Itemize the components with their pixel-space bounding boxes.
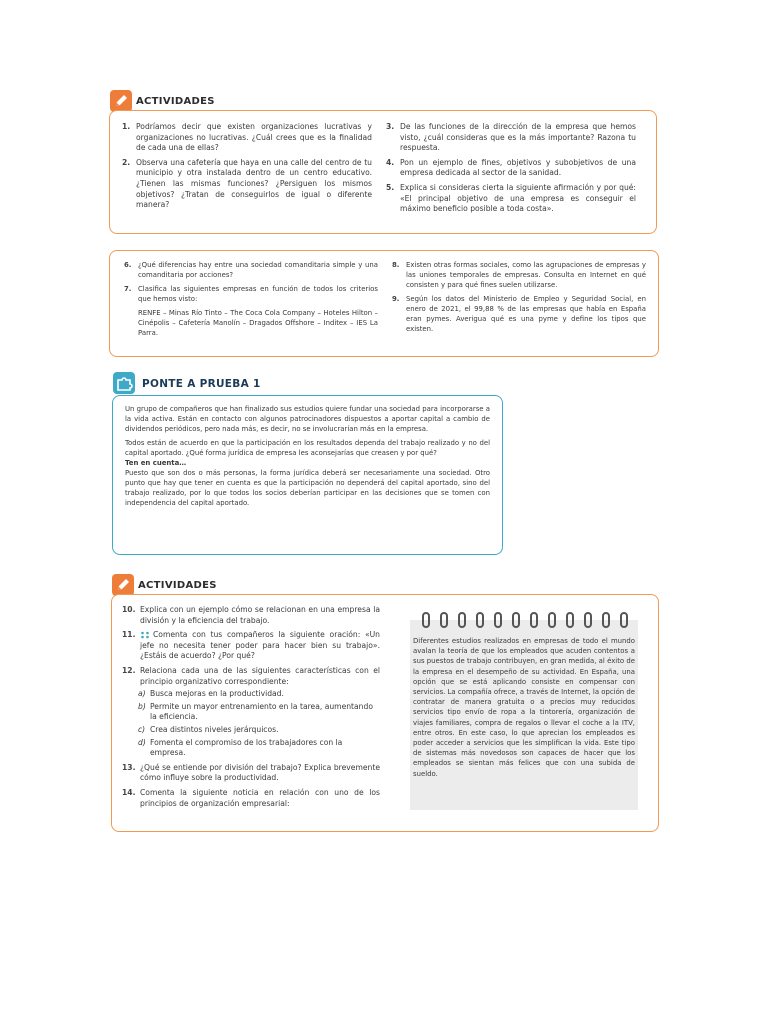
list-item: 13. ¿Qué se entiende por división del trabajo? Explica brevemente cómo influye sobre la productividad. bbox=[122, 762, 380, 783]
ponte-paragraph: Puesto que son dos o más personas, la forma jurídica deberá ser necesariamente una sociedad. Otro punto que hay que tener en cuenta es que la participación no dependerá del capital aportado, sino del trabajo realizado, por lo que todos los socios deberían participar en las decisiones que se tomen con independencia del capital aportado. bbox=[125, 469, 490, 507]
puzzle-icon bbox=[113, 372, 135, 394]
list-item: 9. Según los datos del Ministerio de Empleo y Seguridad Social, en enero de 2021, el 99,88 % de las empresas que había en España eran pymes. Averigua qué es una pyme y define los tipos que existen. bbox=[392, 295, 646, 333]
list-item: 10. Explica con un ejemplo cómo se relacionan en una empresa la división y la eficiencia del trabajo. bbox=[122, 605, 380, 625]
sub-item: b) Permite un mayor entrenamiento en la tarea, aumentando la eficiencia. bbox=[138, 701, 373, 722]
list-item: 2. Observa una cafetería que haya en una calle del centro de tu municipio y otra instalada dentro de un centro educativo. ¿Tienen las mismas funciones? ¿Persiguen los mismos objetivos? ¿Tratan de conseguirlos de igual o diferente manera? bbox=[122, 157, 372, 210]
list-item: 14. Comenta la siguiente noticia en relación con uno de los principios de organización empresarial: bbox=[122, 787, 380, 808]
act2-left-col bbox=[124, 260, 378, 342]
activities-title: ACTIVIDADES bbox=[138, 580, 217, 591]
sub-item: d) Fomenta el compromiso de los trabajadores con la empresa. bbox=[138, 737, 343, 758]
news-text: Diferentes estudios realizados en empresas de todo el mundo avalan la teoría de que los empleados que acuden contentos a sus puestos de trabajo contribuyen, en gran medida, al éxito de la empresa en el desempeño de su actividad. En España, una opción que se está aplicando consiste en compensar con servicios. La compañía ofrece, a través de Internet, la opción de contratar de manera gratuita o a precios muy reducidos servicios tipo envío de ropa a la tintorería, organización de viajes familiares, compra de regalos o llevar el coche a la ITV, entre otros. En este caso, lo que aprecian los empleados es poder acceder a servicios que les simplifican la vida. Este tipo de sistemas más novedosos son capaces de hacer que los empleados se sientan más felices que con una subida de sueldo. bbox=[413, 637, 635, 778]
pencil-icon bbox=[110, 90, 132, 112]
list-item: 3. De las funciones de la dirección de la empresa que hemos visto, ¿cuál consideras que es la más importante? Razona tu respuesta. bbox=[386, 122, 636, 153]
list-item: 1. Podríamos decir que existen organizaciones lucrativas y organizaciones no lucrativas. ¿Cuál crees que es la finalidad de cada una de ellas? bbox=[122, 122, 372, 153]
list-item: 7. Clasifica las siguientes empresas en función de todos los criterios que hemos visto: bbox=[124, 285, 378, 303]
company-list: RENFE – Minas Río Tinto – The Coca Cola Company – Hoteles Hilton – Cinépolis – Cafetería Manolín – Dragados Offshore – Inditex – IES La Parra. bbox=[138, 309, 378, 337]
ponte-content bbox=[125, 404, 490, 512]
act3-left-col bbox=[122, 605, 380, 813]
list-item: 4. Pon un ejemplo de fines, objetivos y subobjetivos de una empresa dedicada al sector de la sanidad. bbox=[386, 157, 636, 178]
ponte-paragraph: Todos están de acuerdo en que la participación en los resultados dependa del trabajo realizado y no del capital aportado. ¿Qué forma jurídica de empresa les aconsejarías que creasen y por qué? bbox=[125, 439, 490, 457]
activities-title: ACTIVIDADES bbox=[136, 96, 215, 107]
list-item: 6. ¿Qué diferencias hay entre una sociedad comanditaria simple y una comanditaria por acciones? bbox=[124, 261, 378, 279]
ponte-paragraph: Un grupo de compañeros que han finalizado sus estudios quiere fundar una sociedad para incorporarse a la vida activa. Están en contacto con algunos patrocinadores dispuestos a aportar capital a cambio de dividendos periódicos, pero nada más, es decir, no se involucrarían más en la empresa. bbox=[125, 405, 490, 433]
list-item: 5. Explica si consideras cierta la siguiente afirmación y por qué: «El principal objetivo de una empresa es conseguir el máximo beneficio posible a toda costa». bbox=[386, 182, 636, 214]
list-item: 8. Existen otras formas sociales, como las agrupaciones de empresas y las uniones temporales de empresas. Consulta en Internet en qué consisten y para qué fines suelen utilizarse. bbox=[392, 261, 646, 289]
sub-item: c) Crea distintos niveles jerárquicos. bbox=[138, 724, 279, 734]
ponte-title: PONTE A PRUEBA 1 bbox=[142, 378, 261, 390]
note-heading: Ten en cuenta… bbox=[125, 459, 187, 467]
pencil-icon bbox=[112, 574, 134, 596]
list-item: 12. Relaciona cada una de las siguientes características con el principio organizativo correspondiente: bbox=[122, 665, 380, 686]
news-notebook bbox=[410, 620, 638, 810]
act1-left-col bbox=[122, 122, 372, 215]
group-work-icon bbox=[140, 631, 150, 639]
act2-right-col bbox=[392, 260, 646, 338]
list-item: 11. Comenta con tus compañeros la siguiente oración: «Un jefe no necesita tener poder para hacer bien su trabajo». ¿Estáis de acuerdo? ¿Por qué? bbox=[122, 630, 380, 661]
act1-right-col bbox=[386, 122, 636, 219]
sub-item: a) Busca mejoras en la productividad. bbox=[138, 689, 284, 699]
